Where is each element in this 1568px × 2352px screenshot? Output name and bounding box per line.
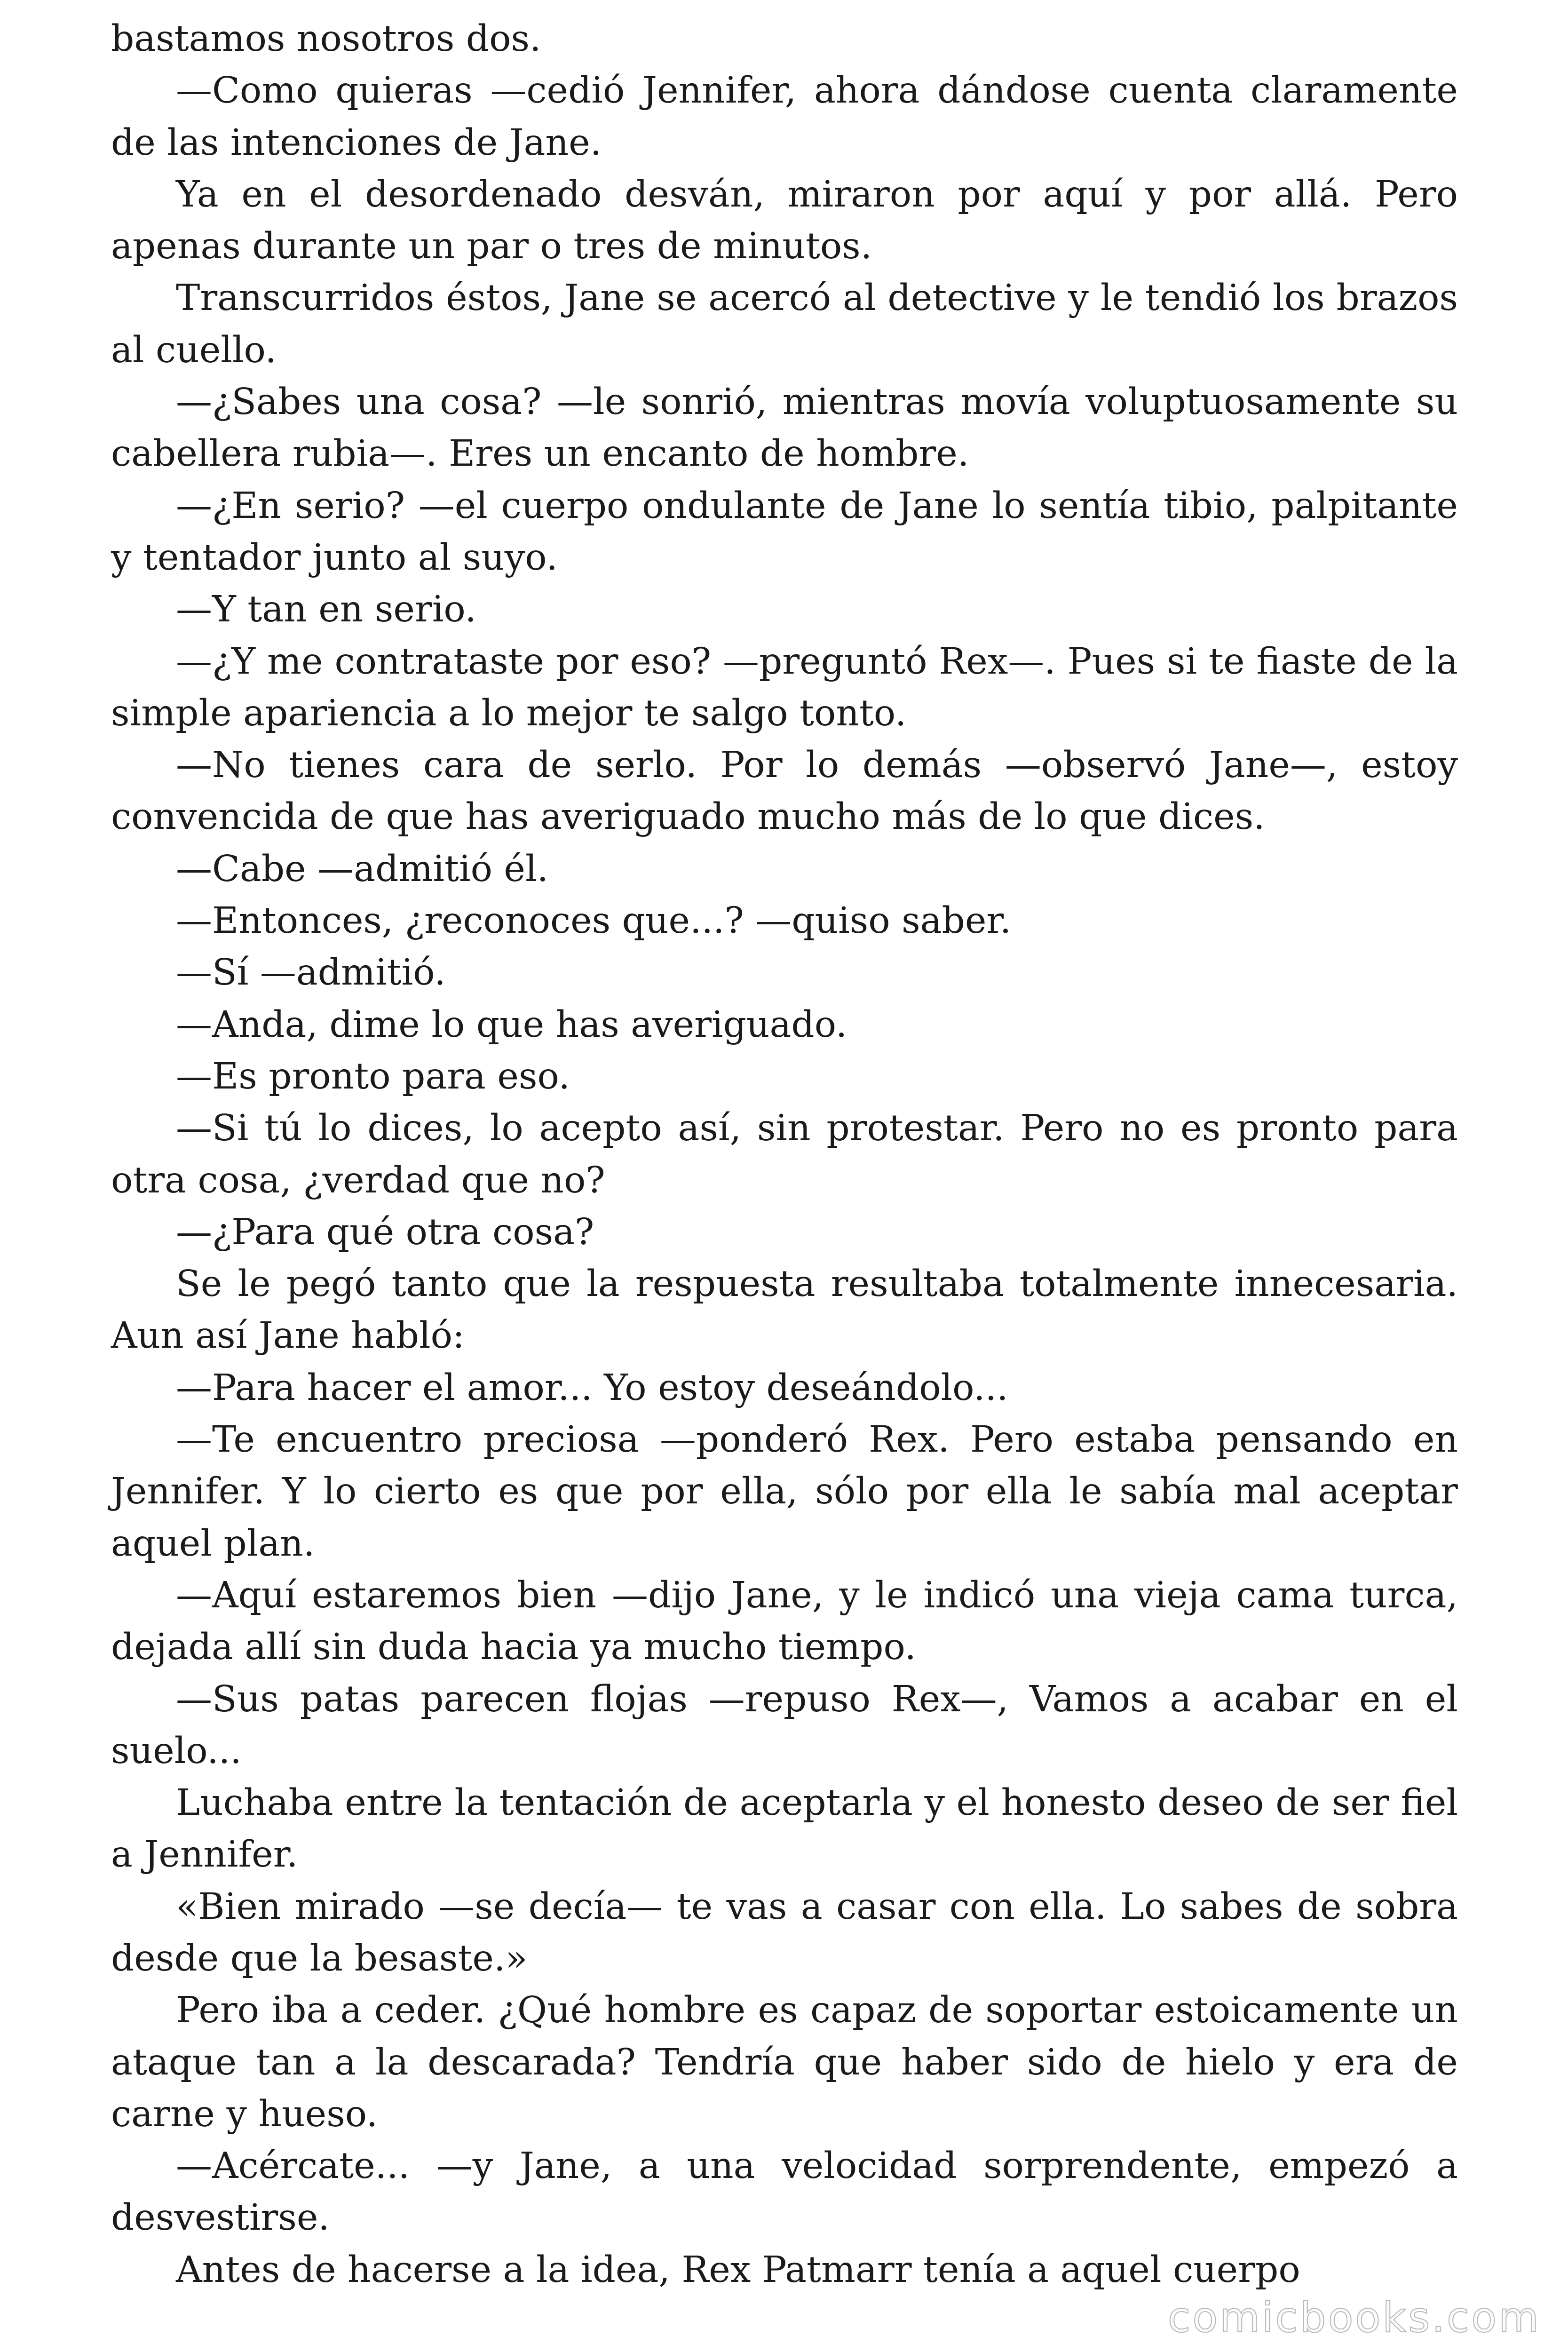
paragraph-25: —Acércate... —y Jane, a una velocidad sorprendente, empezó a desvestirse. xyxy=(111,2145,1458,2239)
book-page xyxy=(111,13,1458,2328)
paragraph-3: Ya en el desordenado desván, miraron por aquí y por allá. Pero apenas durante un par o tres de minutos. xyxy=(111,173,1458,268)
paragraph-21: —Sus patas parecen flojas —repuso Rex—, Vamos a acabar en el suelo... xyxy=(111,1678,1458,1772)
watermark: comicbooks.com xyxy=(1167,2293,1541,2342)
paragraph-14: —Es pronto para eso. xyxy=(176,1055,570,1097)
paragraph-18: —Para hacer el amor... Yo estoy deseándolo... xyxy=(176,1367,1008,1409)
paragraph-13: —Anda, dime lo que has averiguado. xyxy=(176,1003,847,1046)
paragraph-23: «Bien mirado —se decía— te vas a casar con ella. Lo sabes de sobra desde que la besaste.» xyxy=(111,1885,1458,1979)
paragraph-7: —Y tan en serio. xyxy=(176,588,476,631)
paragraph-22: Luchaba entre la tentación de aceptarla y el honesto deseo de ser fiel a Jennifer. xyxy=(111,1782,1458,1876)
paragraph-12: —Sí —admitió. xyxy=(176,952,446,994)
paragraph-10: —Cabe —admitió él. xyxy=(176,848,549,890)
paragraph-20: —Aquí estaremos bien —dijo Jane, y le indicó una vieja cama turca, dejada allí sin duda hacia ya mucho tiempo. xyxy=(111,1574,1458,1669)
paragraph-17: Se le pegó tanto que la respuesta resultaba totalmente innecesaria. Aun así Jane habló: xyxy=(111,1263,1458,1357)
paragraph-16: —¿Para qué otra cosa? xyxy=(176,1211,594,1253)
paragraph-15: —Si tú lo dices, lo acepto así, sin protestar. Pero no es pronto para otra cosa, ¿verdad que no? xyxy=(111,1107,1458,1201)
paragraph-8: —¿Y me contrataste por eso? —preguntó Rex—. Pues si te fiaste de la simple apariencia a lo mejor te salgo tonto. xyxy=(111,640,1458,734)
paragraph-26: Antes de hacerse a la idea, Rex Patmarr tenía a aquel cuerpo xyxy=(176,2249,1300,2291)
paragraph-24: Pero iba a ceder. ¿Qué hombre es capaz de soportar estoicamente un ataque tan a la descarada? Tendría que haber sido de hielo y era de carne y hueso. xyxy=(111,1989,1458,2135)
paragraph-9: —No tienes cara de serlo. Por lo demás —observó Jane—, estoy convencida de que has averiguado mucho más de lo que dices. xyxy=(111,744,1458,838)
paragraph-2: —Como quieras —cedió Jennifer, ahora dándose cuenta claramente de las intenciones de Jane. xyxy=(111,70,1458,164)
paragraph-19: —Te encuentro preciosa —ponderó Rex. Pero estaba pensando en Jennifer. Y lo cierto es que por ella, sólo por ella le sabía mal aceptar aquel plan. xyxy=(111,1419,1458,1565)
paragraph-1: bastamos nosotros dos. xyxy=(111,18,541,60)
paragraph-6: —¿En serio? —el cuerpo ondulante de Jane lo sentía tibio, palpitante y tentador junto al suyo. xyxy=(111,485,1458,579)
paragraph-4: Transcurridos éstos, Jane se acercó al detective y le tendió los brazos al cuello. xyxy=(111,277,1458,371)
paragraph-11: —Entonces, ¿reconoces que...? —quiso saber. xyxy=(176,900,1012,942)
paragraph-5: —¿Sabes una cosa? —le sonrió, mientras movía voluptuosamente su cabellera rubia—. Eres un encanto de hombre. xyxy=(111,381,1458,475)
